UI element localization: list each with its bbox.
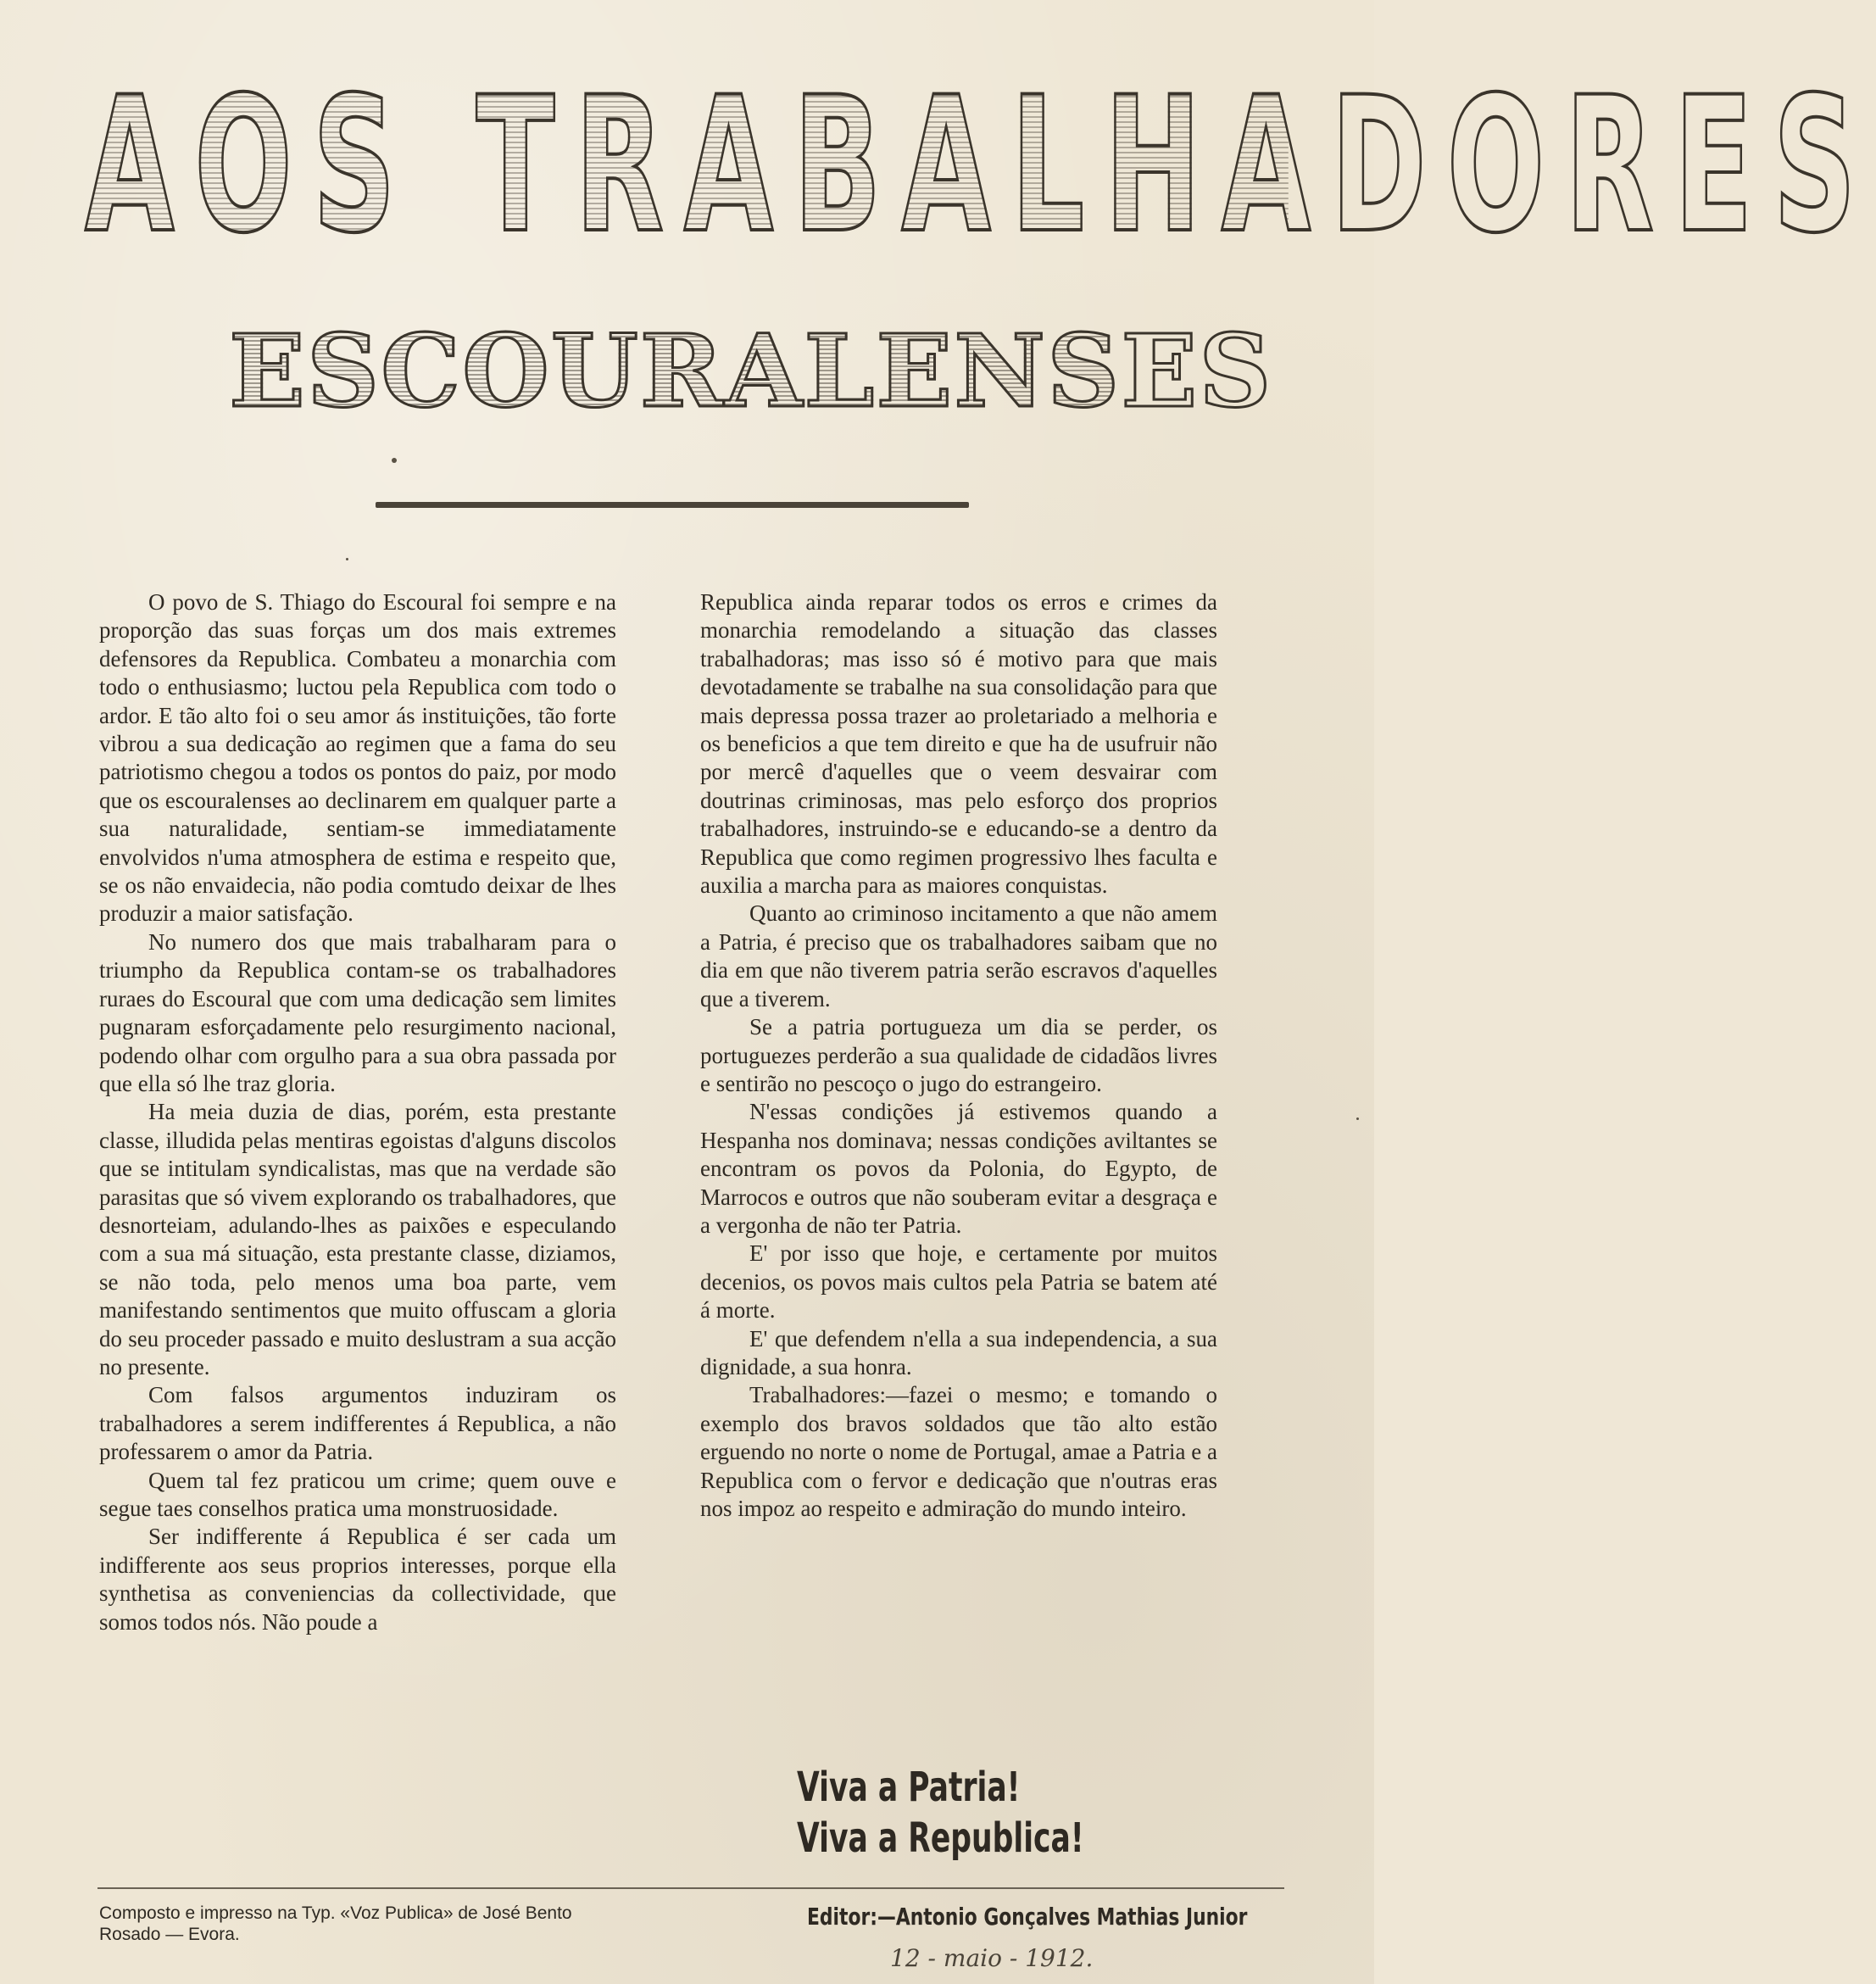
paragraph: Quanto ao criminoso incitamento a que não amem a Patria, é preciso que os trabalhadores saibam que no dia em que não tiverem patria serão escravos d'aquelles que a tiverem. bbox=[700, 900, 1217, 1012]
paragraph: Ser indifferente á Republica é ser cada um indifferente aos seus proprios interesses, porque ella synthetisa as conveniencias da collectividade, que somos todos nós. Não poude a bbox=[99, 1524, 616, 1635]
poster-subtitle: ESCOURALENSES bbox=[229, 312, 1273, 430]
poster-title: AOS TRABALHADORES bbox=[85, 57, 1876, 274]
paragraph: Quem tal fez praticou um crime; quem ouve e segue taes conselhos pratica uma monstruosidade. bbox=[99, 1467, 616, 1521]
left-column bbox=[99, 588, 616, 1636]
paragraph: E' que defendem n'ella a sua independencia, a sua dignidade, a sua honra. bbox=[700, 1325, 1217, 1379]
paragraph: N'essas condições já estivemos quando a Hespanha nos dominava; nessas condições aviltantes se encontram os povos da Polonia, do Egypto, de Marrocos e outros que não souberam evitar a desgraça e a vergonha de não ter Patria. bbox=[700, 1099, 1217, 1238]
ink-speck bbox=[392, 458, 397, 463]
paragraph: Trabalhadores:—fazei o mesmo; e tomando o exemplo dos bravos soldados que tão alto estão erguendo no norte o nome de Portugal, amae a Patria e a Republica com o fervor e dedicação que n'outras eras nos impoz ao respeito e admiração do mundo inteiro. bbox=[700, 1382, 1217, 1521]
slogan-republica: Viva a Republica! bbox=[797, 1814, 1084, 1862]
printer-credit bbox=[99, 1903, 693, 1945]
printer-line-1: Composto e impresso na Typ. «Voz Publica» de José Bento bbox=[99, 1903, 572, 1923]
editor-credit: Editor:—Antonio Gonçalves Mathias Junior bbox=[807, 1903, 1248, 1931]
right-column bbox=[700, 588, 1217, 1523]
paragraph: No numero dos que mais trabalharam para o triumpho da Republica contam-se os trabalhadores ruraes do Escoural que com uma dedicação sem limites pugnaram esforçadamente pelo resurgimento nacional, podendo olhar com orgulho para a sua obra passada por que ella só lhe traz gloria. bbox=[99, 928, 616, 1096]
paragraph: Ha meia duzia de dias, porém, esta prestante classe, illudida pelas mentiras egoistas d'alguns discolos que se intitulam syndicalistas, mas que na verdade são parasitas que só vivem explorando os trabalhadores, que desnorteiam, adulando-lhes as paixões e especulando com a sua má situação, esta prestante classe, diziamos, se não toda, pelo menos uma boa parte, vem manifestando sentimentos que muito offuscam a gloria do seu proceder passado e muito deslustram a sua acção no presente. bbox=[99, 1099, 616, 1379]
ink-speck bbox=[1356, 1117, 1359, 1120]
slogan-patria: Viva a Patria! bbox=[797, 1764, 1021, 1811]
paragraph: Com falsos argumentos induziram os trabalhadores a serem indifferentes á Republica, a não professarem o amor da Patria. bbox=[99, 1382, 616, 1465]
paragraph: O povo de S. Thiago do Escoural foi sempre e na proporção das suas forças um dos mais extremes defensores da Republica. Combateu a monarchia com todo o enthusiasmo; luctou pela Republica com todo o ardor. E tão alto foi o seu amor ás instituições, tão forte vibrou a sua dedicação ao regimen que a fama do seu patriotismo chegou a todos os pontos do paiz, por modo que os escouralenses ao declinarem em qualquer parte a sua naturalidade, sentiam-se immediatamente envolvidos n'uma atmosphera de estima e respeito que, se os não envaidecia, não podia comtudo deixar de lhes produzir a maior satisfação. bbox=[99, 589, 616, 927]
title-divider bbox=[376, 502, 969, 508]
paragraph: Se a patria portugueza um dia se perder, os portuguezes perderão a sua qualidade de cidadãos livres e sentirão no pescoço o jugo do estrangeiro. bbox=[700, 1014, 1217, 1096]
paragraph: Republica ainda reparar todos os erros e crimes da monarchia remodelando a situação das classes trabalhadoras; mas isso só é motivo para que mais devotadamente se trabalhe na sua consolidação para que mais depressa possa trazer ao proletariado a melhoria e os beneficios a que tem direito e que ha de usufruir não por mercê d'aquelles que o veem desvairar com doutrinas criminosas, mas pelo esforço dos proprios trabalhadores, instruindo-se e educando-se a dentro da Republica que como regimen progressivo lhes faculta e auxilia a marcha para as maiores conquistas. bbox=[700, 589, 1217, 899]
ink-speck bbox=[346, 558, 348, 560]
handwritten-date: 12 - maio - 1912. bbox=[890, 1944, 1094, 1972]
printer-line-2: Rosado — Evora. bbox=[99, 1925, 240, 1944]
footer-divider bbox=[97, 1887, 1284, 1889]
paragraph: E' por isso que hoje, e certamente por muitos decenios, os povos mais cultos pela Patria se batem até á morte. bbox=[700, 1240, 1217, 1324]
slogans bbox=[797, 1762, 1090, 1864]
